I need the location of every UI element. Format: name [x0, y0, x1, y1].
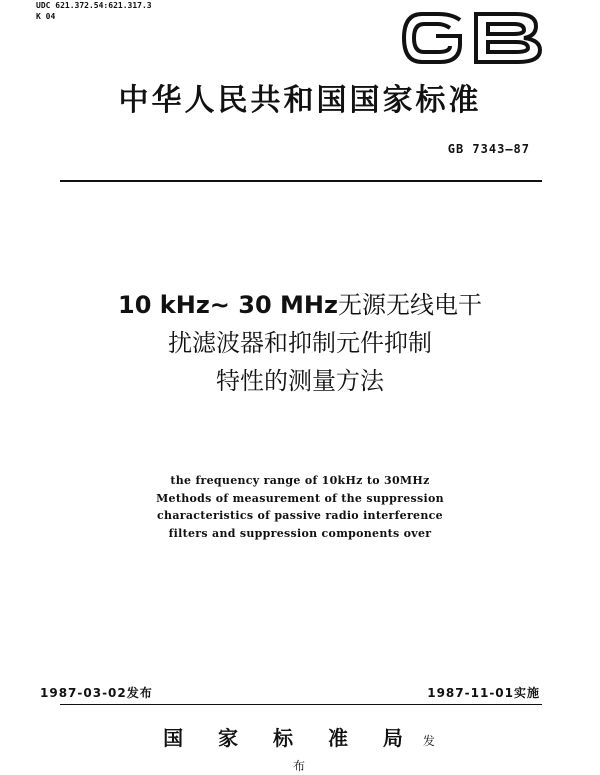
english-title-line: characteristics of passive radio interference	[157, 509, 443, 522]
national-standard-heading: 中华人民共和国国家标准	[118, 83, 482, 118]
issue-date: 1987-03-02发布	[40, 686, 153, 700]
title-line-2: 扰滤波器和抑制元件抑制	[168, 329, 432, 357]
standard-code: GB 7343—87	[447, 142, 530, 156]
udc-code: UDC 621.372.54:621.317.3	[36, 1, 152, 10]
document-title	[60, 286, 540, 400]
implementation-date: 1987-11-01实施	[427, 686, 540, 700]
gb-logo	[398, 10, 546, 66]
english-title-line: filters and suppression components over	[168, 526, 432, 540]
publisher	[160, 722, 440, 775]
publisher-suffix: 发布	[292, 734, 437, 773]
english-title	[100, 472, 500, 542]
bottom-rule	[60, 704, 542, 705]
k-code: K 04	[36, 12, 56, 21]
title-frequency-range: 10 kHz~ 30 MHz	[118, 291, 338, 319]
publisher-name: 国 家 标 准 局	[163, 726, 417, 750]
title-line-3: 特性的测量方法	[216, 367, 384, 395]
title-line-1	[60, 286, 540, 324]
english-title-line: the frequency range of 10kHz to 30MHz	[170, 474, 430, 487]
top-rule	[60, 180, 542, 182]
title-line-1-text: 无源无线电干	[337, 291, 482, 319]
english-title-line: Methods of measurement of the suppression	[156, 491, 444, 505]
